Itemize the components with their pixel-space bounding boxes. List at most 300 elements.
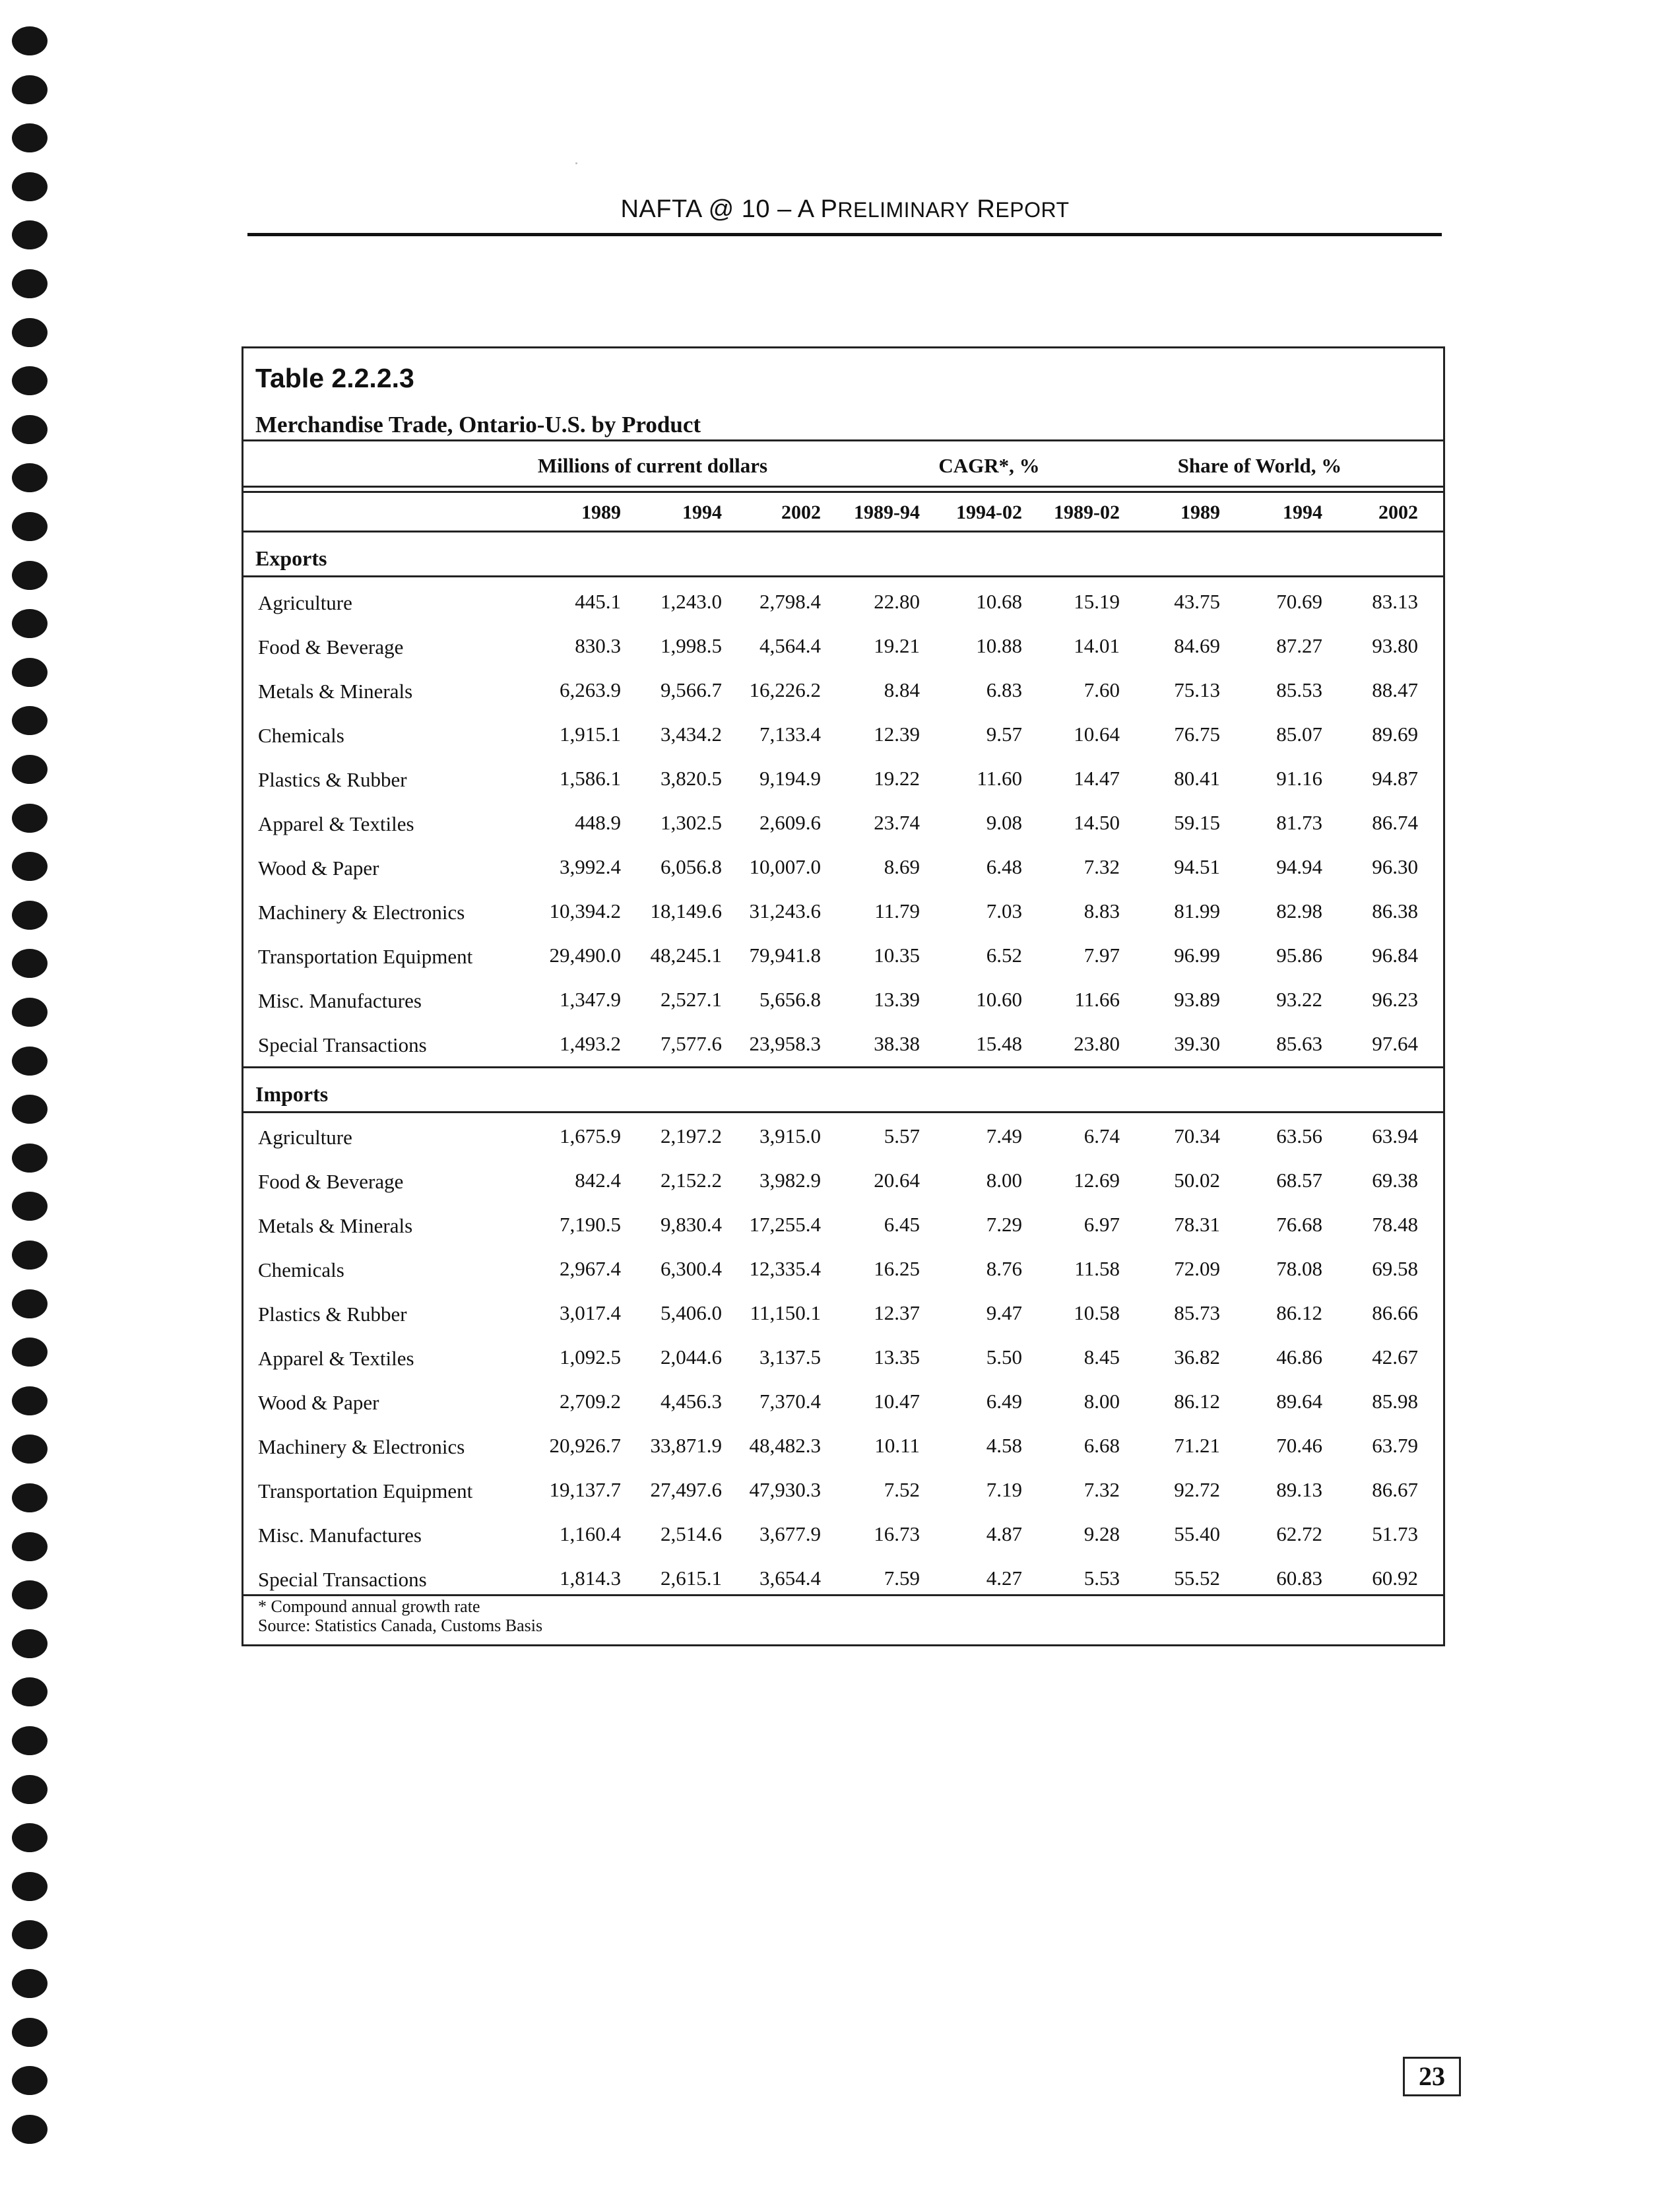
table-cell: 96.23 <box>1372 988 1418 1011</box>
table-row <box>243 891 1443 935</box>
binding-hole <box>12 1677 48 1706</box>
table-rule <box>243 1111 1443 1113</box>
table-cell: 11.79 <box>874 899 920 922</box>
table-row <box>243 1470 1443 1514</box>
table-cell: 20.64 <box>874 1169 920 1192</box>
scan-speck <box>575 162 577 164</box>
binding-hole <box>12 1920 48 1949</box>
row-label: Food & Beverage <box>258 1170 404 1193</box>
table-cell: 47,930.3 <box>749 1478 821 1501</box>
table-cell: 2,044.6 <box>661 1345 722 1369</box>
table-cell: 6.52 <box>986 944 1022 967</box>
table-cell: 7.29 <box>986 1213 1022 1236</box>
table-cell: 10,394.2 <box>549 899 621 922</box>
binding-hole <box>12 26 48 55</box>
table-cell: 55.40 <box>1174 1522 1220 1545</box>
binding-hole <box>12 1095 48 1124</box>
table-cell: 10.47 <box>874 1390 920 1413</box>
table-cell: 38.38 <box>874 1032 920 1055</box>
table-cell: 51.73 <box>1372 1522 1418 1545</box>
table-cell: 93.80 <box>1372 634 1418 657</box>
table-row <box>243 1024 1443 1068</box>
table-cell: 95.86 <box>1276 944 1322 967</box>
table-cell: 10.35 <box>874 944 920 967</box>
row-label: Agriculture <box>258 1126 352 1149</box>
table-cell: 19,137.7 <box>549 1478 621 1501</box>
table-row <box>243 980 1443 1023</box>
table-cell: 3,992.4 <box>560 855 621 878</box>
table-cell: 2,197.2 <box>661 1124 722 1147</box>
row-label: Special Transactions <box>258 1568 427 1591</box>
row-label: Transportation Equipment <box>258 1479 473 1502</box>
table-cell: 87.27 <box>1276 634 1322 657</box>
table-cell: 94.87 <box>1372 767 1418 790</box>
table-cell: 94.51 <box>1174 855 1220 878</box>
table-cell: 9.57 <box>986 723 1022 746</box>
table-cell: 96.99 <box>1174 944 1220 967</box>
table-cell: 8.83 <box>1083 899 1120 922</box>
table-cell: 43.75 <box>1174 590 1220 613</box>
table-cell: 3,654.4 <box>759 1566 821 1590</box>
footnote-source: Source: Statistics Canada, Customs Basis <box>258 1616 543 1635</box>
binding-hole <box>12 949 48 978</box>
binding-hole <box>12 804 48 833</box>
binding-hole <box>12 2018 48 2047</box>
table-cell: 60.83 <box>1276 1566 1322 1590</box>
row-label: Apparel & Textiles <box>258 812 414 835</box>
table-cell: 93.22 <box>1276 988 1322 1011</box>
table-rule <box>243 491 1443 493</box>
binding-hole <box>12 1580 48 1609</box>
table-cell: 1,493.2 <box>560 1032 621 1055</box>
table-row <box>243 1249 1443 1293</box>
binding-hole <box>12 1338 48 1367</box>
table-cell: 5.57 <box>884 1124 920 1147</box>
table-cell: 11.58 <box>1074 1257 1120 1280</box>
binding-hole <box>12 123 48 152</box>
table-cell: 86.74 <box>1372 811 1418 834</box>
column-header: 1994 <box>682 501 722 523</box>
data-table <box>242 346 1445 1646</box>
table-cell: 12.37 <box>874 1301 920 1324</box>
table-rule <box>243 1066 1443 1068</box>
table-cell: 48,245.1 <box>650 944 722 967</box>
table-cell: 10.68 <box>976 590 1022 613</box>
table-cell: 72.09 <box>1174 1257 1220 1280</box>
table-cell: 1,998.5 <box>661 634 722 657</box>
binding-hole <box>12 1775 48 1804</box>
table-cell: 1,302.5 <box>661 811 722 834</box>
table-cell: 33,871.9 <box>650 1434 722 1457</box>
table-cell: 2,709.2 <box>560 1390 621 1413</box>
table-cell: 86.12 <box>1276 1301 1322 1324</box>
table-cell: 6.49 <box>986 1390 1022 1413</box>
table-cell: 80.41 <box>1174 767 1220 790</box>
table-cell: 93.89 <box>1174 988 1220 1011</box>
table-cell: 85.73 <box>1174 1301 1220 1324</box>
section-label-exports: Exports <box>255 546 327 570</box>
row-label: Plastics & Rubber <box>258 1303 407 1326</box>
table-rule <box>243 439 1443 441</box>
binding-hole <box>12 998 48 1027</box>
table-cell: 5.50 <box>986 1345 1022 1369</box>
table-row <box>243 1116 1443 1160</box>
row-label: Apparel & Textiles <box>258 1347 414 1370</box>
table-row <box>243 936 1443 979</box>
table-cell: 84.69 <box>1174 634 1220 657</box>
table-cell: 81.99 <box>1174 899 1220 922</box>
table-cell: 27,497.6 <box>650 1478 722 1501</box>
table-cell: 16.25 <box>874 1257 920 1280</box>
binding-hole <box>12 2066 48 2095</box>
table-cell: 11.60 <box>977 767 1022 790</box>
binding-hole <box>12 1483 48 1512</box>
table-cell: 7.32 <box>1083 1478 1120 1501</box>
row-label: Metals & Minerals <box>258 1214 413 1237</box>
table-cell: 11,150.1 <box>750 1301 821 1324</box>
table-cell: 19.21 <box>874 634 920 657</box>
table-cell: 8.84 <box>884 678 920 701</box>
table-cell: 78.08 <box>1276 1257 1322 1280</box>
table-cell: 50.02 <box>1174 1169 1220 1192</box>
row-label: Special Transactions <box>258 1033 427 1056</box>
table-cell: 6.83 <box>986 678 1022 701</box>
table-cell: 8.69 <box>884 855 920 878</box>
row-label: Wood & Paper <box>258 856 379 880</box>
table-cell: 96.30 <box>1372 855 1418 878</box>
table-cell: 3,017.4 <box>560 1301 621 1324</box>
row-label: Transportation Equipment <box>258 945 473 968</box>
table-cell: 9,566.7 <box>661 678 722 701</box>
table-cell: 15.48 <box>976 1032 1022 1055</box>
table-cell: 88.47 <box>1372 678 1418 701</box>
binding-hole <box>12 852 48 881</box>
table-cell: 4.87 <box>986 1522 1022 1545</box>
group-header-millions: Millions of current dollars <box>537 454 768 477</box>
table-cell: 14.50 <box>1074 811 1120 834</box>
table-cell: 3,915.0 <box>759 1124 821 1147</box>
table-rule <box>243 531 1443 532</box>
table-row <box>243 715 1443 758</box>
table-cell: 86.67 <box>1372 1478 1418 1501</box>
table-cell: 7,190.5 <box>560 1213 621 1236</box>
table-row <box>243 759 1443 802</box>
table-cell: 14.47 <box>1074 767 1120 790</box>
table-cell: 10.58 <box>1074 1301 1120 1324</box>
table-cell: 16.73 <box>874 1522 920 1545</box>
table-cell: 4.27 <box>986 1566 1022 1590</box>
table-cell: 3,434.2 <box>661 723 722 746</box>
table-cell: 7.19 <box>986 1478 1022 1501</box>
table-cell: 8.45 <box>1083 1345 1120 1369</box>
table-cell: 13.35 <box>874 1345 920 1369</box>
table-cell: 60.92 <box>1372 1566 1418 1590</box>
table-subtitle: Merchandise Trade, Ontario-U.S. by Product <box>255 412 701 437</box>
table-cell: 7.59 <box>884 1566 920 1590</box>
table-cell: 62.72 <box>1276 1522 1322 1545</box>
table-cell: 2,514.6 <box>661 1522 722 1545</box>
binding-hole <box>12 1823 48 1852</box>
table-cell: 92.72 <box>1174 1478 1220 1501</box>
table-row <box>243 582 1443 626</box>
table-cell: 78.48 <box>1372 1213 1418 1236</box>
binding-hole <box>12 269 48 298</box>
table-cell: 6.68 <box>1083 1434 1120 1457</box>
table-cell: 2,615.1 <box>661 1566 722 1590</box>
table-cell: 3,677.9 <box>759 1522 821 1545</box>
table-cell: 86.12 <box>1174 1390 1220 1413</box>
table-cell: 68.57 <box>1276 1169 1322 1192</box>
table-cell: 85.53 <box>1276 678 1322 701</box>
row-label: Misc. Manufactures <box>258 989 422 1012</box>
table-cell: 75.13 <box>1174 678 1220 701</box>
group-header-cagr: CAGR*, % <box>938 454 1040 477</box>
binding-hole <box>12 172 48 201</box>
table-cell: 9,830.4 <box>661 1213 722 1236</box>
table-cell: 23.80 <box>1074 1032 1120 1055</box>
binding-hole <box>12 561 48 590</box>
footnote-cagr: * Compound annual growth rate <box>258 1597 480 1616</box>
binding-hole <box>12 755 48 784</box>
table-cell: 1,092.5 <box>560 1345 621 1369</box>
table-cell: 70.46 <box>1276 1434 1322 1457</box>
table-cell: 7.03 <box>986 899 1022 922</box>
binding-hole <box>12 1386 48 1415</box>
table-cell: 29,490.0 <box>549 944 621 967</box>
table-cell: 1,160.4 <box>560 1522 621 1545</box>
table-cell: 448.9 <box>575 811 621 834</box>
table-cell: 5.53 <box>1083 1566 1120 1590</box>
row-label: Machinery & Electronics <box>258 1435 465 1458</box>
table-cell: 89.69 <box>1372 723 1418 746</box>
table-cell: 22.80 <box>874 590 920 613</box>
binding-hole <box>12 1047 48 1076</box>
binding-hole <box>12 706 48 735</box>
table-cell: 63.79 <box>1372 1434 1418 1457</box>
table-cell: 2,609.6 <box>759 811 821 834</box>
table-cell: 9.47 <box>986 1301 1022 1324</box>
table-cell: 9.28 <box>1083 1522 1120 1545</box>
table-cell: 8.00 <box>986 1169 1022 1192</box>
table-cell: 12.69 <box>1074 1169 1120 1192</box>
table-cell: 2,152.2 <box>661 1169 722 1192</box>
table-row <box>243 803 1443 847</box>
binding-hole <box>12 415 48 444</box>
table-cell: 63.56 <box>1276 1124 1322 1147</box>
row-label: Agriculture <box>258 591 352 614</box>
table-cell: 1,814.3 <box>560 1566 621 1590</box>
table-cell: 70.34 <box>1174 1124 1220 1147</box>
table-rule <box>243 1594 1443 1596</box>
table-cell: 10.88 <box>976 634 1022 657</box>
table-cell: 2,798.4 <box>759 590 821 613</box>
table-cell: 97.64 <box>1372 1032 1418 1055</box>
binding-hole <box>12 1532 48 1561</box>
table-cell: 76.75 <box>1174 723 1220 746</box>
table-cell: 1,675.9 <box>560 1124 621 1147</box>
binding-hole <box>12 658 48 687</box>
table-cell: 96.84 <box>1372 944 1418 967</box>
table-rule <box>243 486 1443 488</box>
table-cell: 1,915.1 <box>560 723 621 746</box>
table-cell: 69.58 <box>1372 1257 1418 1280</box>
table-cell: 69.38 <box>1372 1169 1418 1192</box>
table-cell: 91.16 <box>1276 767 1322 790</box>
binding-hole <box>12 220 48 249</box>
table-cell: 4.58 <box>986 1434 1022 1457</box>
table-cell: 16,226.2 <box>749 678 821 701</box>
table-cell: 6.97 <box>1083 1213 1120 1236</box>
binding-hole <box>12 512 48 541</box>
page-number: 23 <box>1403 2057 1461 2096</box>
table-cell: 5,656.8 <box>759 988 821 1011</box>
binding-hole <box>12 1192 48 1221</box>
column-header: 1994-02 <box>956 501 1022 523</box>
table-cell: 3,137.5 <box>759 1345 821 1369</box>
group-header-share: Share of World, % <box>1177 454 1342 477</box>
table-cell: 23,958.3 <box>749 1032 821 1055</box>
row-label: Metals & Minerals <box>258 680 413 703</box>
table-cell: 89.64 <box>1276 1390 1322 1413</box>
table-row <box>243 1161 1443 1204</box>
binding-hole <box>12 318 48 347</box>
table-cell: 85.07 <box>1276 723 1322 746</box>
table-cell: 63.94 <box>1372 1124 1418 1147</box>
row-label: Food & Beverage <box>258 635 404 659</box>
table-cell: 8.00 <box>1083 1390 1120 1413</box>
binding-hole <box>12 1969 48 1998</box>
table-cell: 10.60 <box>976 988 1022 1011</box>
table-cell: 36.82 <box>1174 1345 1220 1369</box>
table-cell: 830.3 <box>575 634 621 657</box>
row-label: Misc. Manufactures <box>258 1524 422 1547</box>
table-row <box>243 670 1443 714</box>
table-cell: 55.52 <box>1174 1566 1220 1590</box>
table-cell: 6.45 <box>884 1213 920 1236</box>
binding-hole <box>12 1241 48 1270</box>
binding-hole <box>12 1144 48 1173</box>
table-row <box>243 1338 1443 1381</box>
table-cell: 2,967.4 <box>560 1257 621 1280</box>
table-cell: 78.31 <box>1174 1213 1220 1236</box>
table-row <box>243 1293 1443 1337</box>
table-cell: 85.98 <box>1372 1390 1418 1413</box>
table-cell: 15.19 <box>1074 590 1120 613</box>
binding-hole <box>12 1726 48 1755</box>
table-cell: 7,133.4 <box>759 723 821 746</box>
binding-holes <box>12 26 51 2178</box>
header-rule <box>247 233 1442 236</box>
table-cell: 85.63 <box>1276 1032 1322 1055</box>
table-cell: 20,926.7 <box>549 1434 621 1457</box>
table-cell: 19.22 <box>874 767 920 790</box>
table-cell: 3,982.9 <box>759 1169 821 1192</box>
table-cell: 94.94 <box>1276 855 1322 878</box>
table-row <box>243 1514 1443 1558</box>
column-header: 1989 <box>581 501 621 523</box>
table-cell: 6.74 <box>1083 1124 1120 1147</box>
table-cell: 17,255.4 <box>749 1213 821 1236</box>
binding-hole <box>12 2115 48 2144</box>
table-cell: 1,586.1 <box>560 767 621 790</box>
column-header: 1989 <box>1180 501 1220 523</box>
table-cell: 9.08 <box>986 811 1022 834</box>
column-header: 2002 <box>781 501 821 523</box>
table-cell: 13.39 <box>874 988 920 1011</box>
column-header: 1989-02 <box>1054 501 1120 523</box>
table-cell: 83.13 <box>1372 590 1418 613</box>
table-cell: 2,527.1 <box>661 988 722 1011</box>
binding-hole <box>12 366 48 395</box>
table-cell: 11.66 <box>1074 988 1120 1011</box>
table-cell: 1,243.0 <box>661 590 722 613</box>
table-cell: 31,243.6 <box>749 899 821 922</box>
table-cell: 4,456.3 <box>661 1390 722 1413</box>
table-cell: 79,941.8 <box>749 944 821 967</box>
table-cell: 6,056.8 <box>661 855 722 878</box>
row-label: Chemicals <box>258 724 344 747</box>
table-cell: 46.86 <box>1276 1345 1322 1369</box>
binding-hole <box>12 609 48 638</box>
table-cell: 18,149.6 <box>650 899 722 922</box>
table-cell: 1,347.9 <box>560 988 621 1011</box>
table-cell: 842.4 <box>575 1169 621 1192</box>
table-cell: 81.73 <box>1276 811 1322 834</box>
binding-hole <box>12 901 48 930</box>
table-cell: 6,300.4 <box>661 1257 722 1280</box>
table-cell: 82.98 <box>1276 899 1322 922</box>
table-row <box>243 1382 1443 1425</box>
binding-hole <box>12 1289 48 1318</box>
table-cell: 7,370.4 <box>759 1390 821 1413</box>
table-cell: 89.13 <box>1276 1478 1322 1501</box>
table-cell: 445.1 <box>575 590 621 613</box>
table-cell: 3,820.5 <box>661 767 722 790</box>
table-cell: 7,577.6 <box>661 1032 722 1055</box>
section-label-imports: Imports <box>255 1082 329 1106</box>
table-cell: 10.11 <box>874 1434 920 1457</box>
table-cell: 6.48 <box>986 855 1022 878</box>
row-label: Wood & Paper <box>258 1391 379 1414</box>
table-title: Table 2.2.2.3 <box>255 363 414 393</box>
column-header: 1994 <box>1283 501 1322 523</box>
table-row <box>243 626 1443 670</box>
table-cell: 12.39 <box>874 723 920 746</box>
table-cell: 7.60 <box>1083 678 1120 701</box>
table-cell: 7.49 <box>986 1124 1022 1147</box>
table-cell: 23.74 <box>874 811 920 834</box>
table-cell: 70.69 <box>1276 590 1322 613</box>
binding-hole <box>12 1435 48 1464</box>
table-cell: 86.38 <box>1372 899 1418 922</box>
table-cell: 10.64 <box>1074 723 1120 746</box>
table-cell: 4,564.4 <box>759 634 821 657</box>
table-cell: 39.30 <box>1174 1032 1220 1055</box>
table-cell: 14.01 <box>1074 634 1120 657</box>
table-cell: 9,194.9 <box>759 767 821 790</box>
binding-hole <box>12 1872 48 1901</box>
table-cell: 59.15 <box>1174 811 1220 834</box>
table-cell: 5,406.0 <box>661 1301 722 1324</box>
column-header: 1989-94 <box>854 501 920 523</box>
binding-hole <box>12 75 48 104</box>
table-row <box>243 1426 1443 1469</box>
row-label: Machinery & Electronics <box>258 901 465 924</box>
row-label: Plastics & Rubber <box>258 768 407 791</box>
table-cell: 7.52 <box>884 1478 920 1501</box>
table-cell: 10,007.0 <box>749 855 821 878</box>
binding-hole <box>12 1629 48 1658</box>
